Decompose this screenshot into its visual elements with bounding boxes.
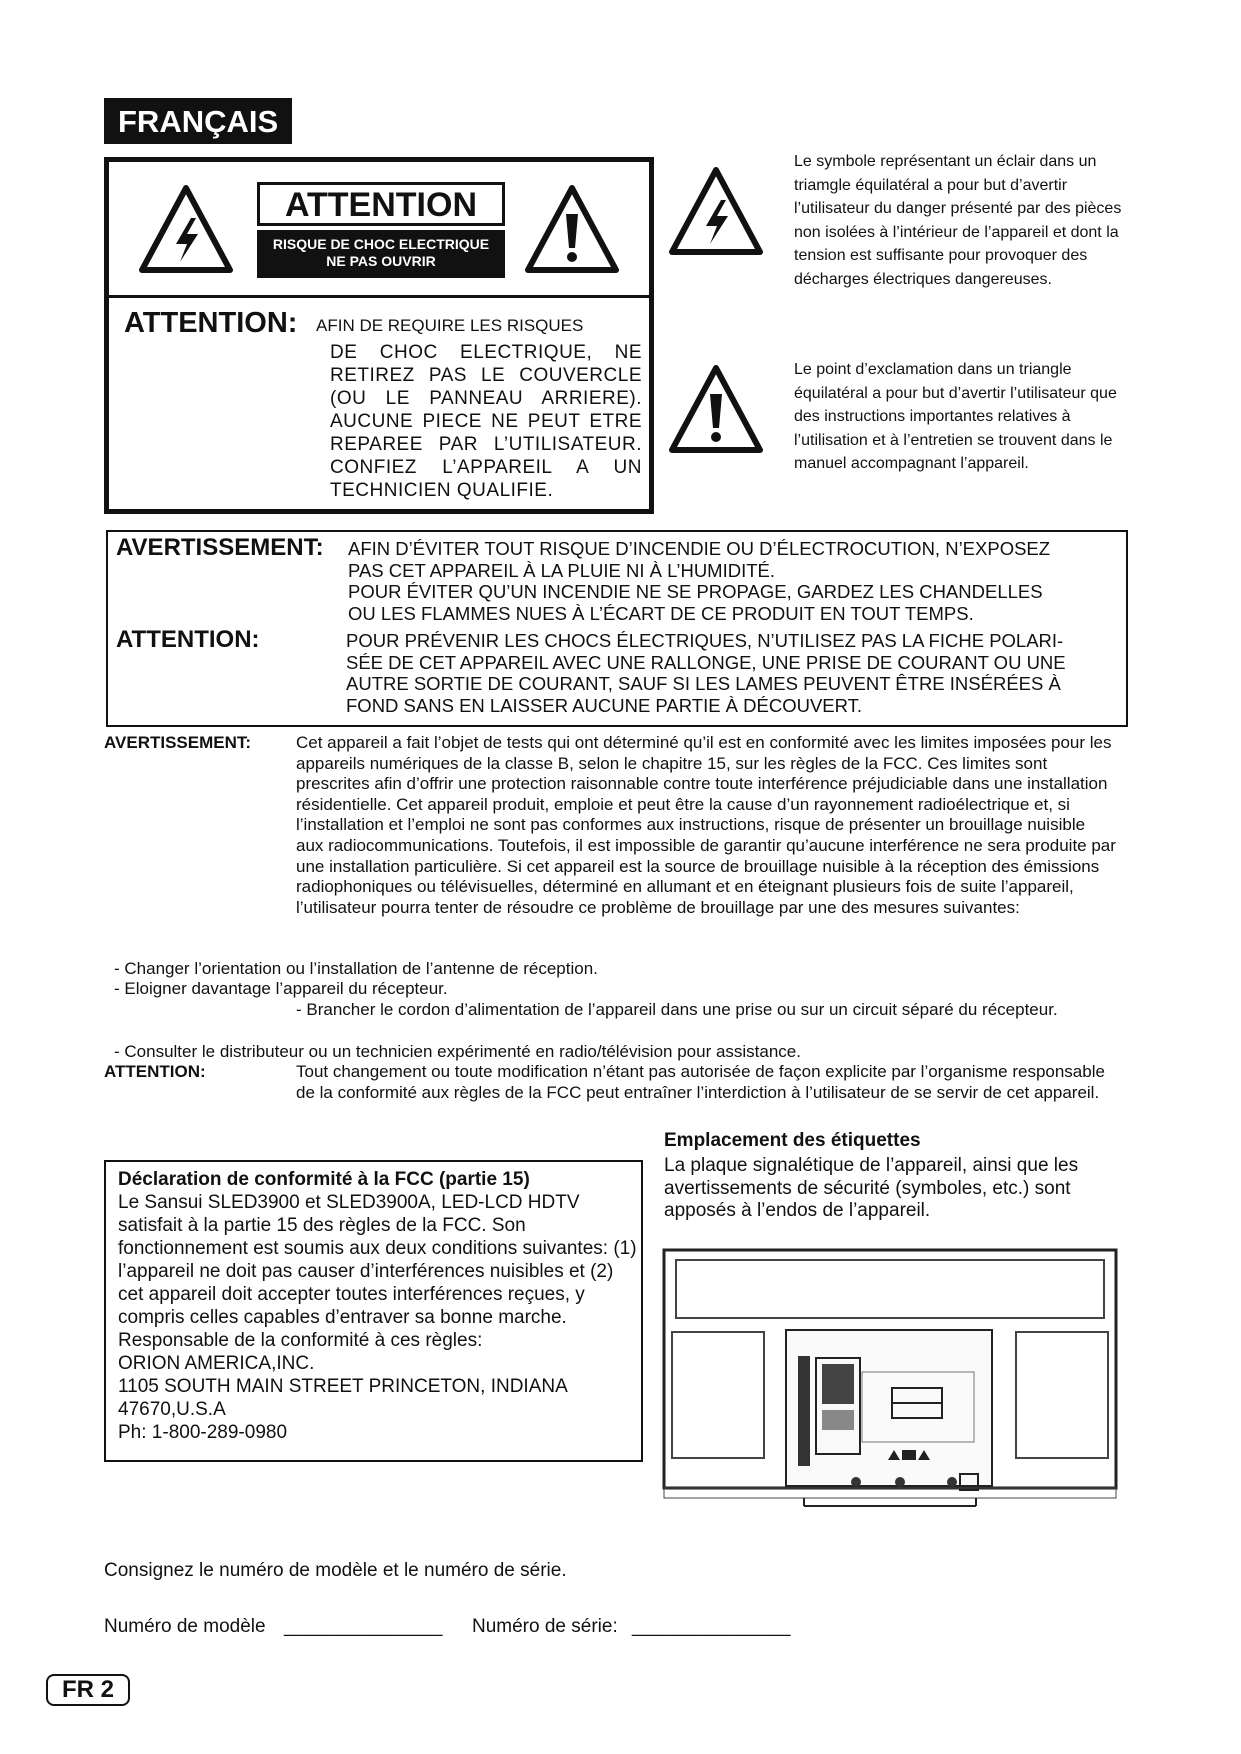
avert-line: POUR ÉVITER QU’UN INCENDIE NE SE PROPAGE, GARDEZ LES CHANDELLES [348, 581, 1043, 602]
declaration-title: Déclaration de conformité à la FCC (partie 15) [118, 1169, 530, 1190]
fcc-warning-text: Cet appareil a fait l’objet de tests qui ont déterminé qu’il est en conformité avec les limites imposées pour les appareils numériques de la classe B, selon le chapitre 15, sur les règles de la FCC. Ces limites sont prescrites afin d’offrir une protection raisonnable contre toute interférence préjudiciable dans une installation résidentielle. Cet appareil produit, emploie et peut être la cause d’un rayonnement radioélectrique et, si l’installation et l’emploi ne sont pas conformes aux instructions, risque de présenter un brouillage nuisible aux radiocommunications. Toutefois, il est impossible de garantir qu’aucune interférence ne sera produite par une installation particulière. Si cet appareil est la source de brouillage nuisible à la réception des émissions radiophoniques ou télévisuelles, déterminé en allumant et en éteignant plusieurs fois de suite l’appareil, l’utilisateur pourra tenter de résoudre ce problème de brouillage par une des mesures suivantes: [296, 733, 1116, 917]
fcc-attention-text: Tout changement ou toute modification n’étant pas autorisée de façon explicite par l’organisme responsable de la conformité aux règles de la FCC peut entraîner l’interdiction à l’utilisateur de se servir de cet appareil. [296, 1062, 1105, 1102]
caution-body: DE CHOC ELECTRIQUE, NE RETIREZ PAS LE COUVERCLE (OU LE PANNEAU ARRIERE). AUCUNE PIECE NE PEUT ETRE REPAREE PAR L’UTILISATEUR. CONFIEZ L’APPAREIL A UN TECHNICIEN QUALIFIE. [330, 342, 642, 501]
serial-number-label: Numéro de série: [472, 1616, 618, 1637]
caution-label: ATTENTION: [124, 307, 298, 339]
avert-line: OU LES FLAMMES NUES À L’ÉCART DE CE PRODUIT EN TOUT TEMPS. [348, 602, 974, 624]
avertissement-text [348, 538, 1118, 624]
fcc-warning-label: AVERTISSEMENT: [104, 733, 252, 752]
avert-line: PAS CET APPAREIL À LA PLUIE NI À L’HUMIDITÉ. [348, 559, 776, 581]
avert-line: AFIN D’ÉVITER TOUT RISQUE D’INCENDIE OU D’ÉLECTROCUTION, N’EXPOSEZ [348, 538, 1051, 559]
tv-rear-illustration [660, 1246, 1120, 1508]
language-tag: FRANÇAIS [104, 98, 292, 144]
att-line: SÉE DE CET APPAREIL AVEC UNE RALLONGE, UNE PRISE DE COURANT OU UNE [346, 651, 1066, 673]
att-line: FOND SANS EN LAISSER AUCUNE PARTIE À DÉCOUVERT. [346, 694, 863, 716]
att-line: POUR PRÉVENIR LES CHOCS ÉLECTRIQUES, N’UTILISEZ PAS LA FICHE POLARI- [346, 630, 1064, 651]
lightning-symbol-icon [666, 164, 766, 258]
declaration-address-1: 1105 SOUTH MAIN STREET PRINCETON, INDIANA [118, 1376, 568, 1397]
labels-location-heading: Emplacement des étiquettes [664, 1130, 921, 1151]
declaration-company: ORION AMERICA,INC. [118, 1353, 315, 1374]
attention-badge-subtitle [257, 230, 505, 278]
fcc-measure-item: - Changer l’orientation ou l’installation de l’antenne de réception. [114, 959, 598, 978]
exclamation-symbol-icon [666, 362, 766, 456]
serial-number-blank[interactable]: _______________ [632, 1616, 791, 1637]
lightning-warning-icon [136, 182, 236, 276]
fcc-declaration-box [104, 1160, 643, 1462]
subtitle-line-2: NE PAS OUVRIR [326, 253, 436, 269]
caution-first-line: AFIN DE REQUIRE LES RISQUES [316, 316, 584, 335]
fcc-measure-item: - Consulter le distributeur ou un technicien expérimenté en radio/télévision pour assistance. [114, 1042, 801, 1061]
exclamation-symbol-text: Le point d’exclamation dans un triangle équilatéral a pour but d’avertir l’utilisateur que des instructions importantes relatives à l’utilisation et à l’entretien se trouvent dans le manuel accompagnant l’appareil. [794, 361, 1117, 472]
page-number: FR 2 [46, 1674, 130, 1706]
attention-box-label: ATTENTION: [116, 626, 260, 653]
fcc-measure-item: - Eloigner davantage l’appareil du récepteur. [114, 979, 448, 998]
model-number-label: Numéro de modèle [104, 1616, 266, 1637]
att-line: AUTRE SORTIE DE COURANT, SAUF SI LES LAMES PEUVENT ÊTRE INSÉRÉES À [346, 673, 1061, 694]
avertissement-label: AVERTISSEMENT: [116, 534, 324, 561]
attention-badge-title: ATTENTION [257, 182, 505, 226]
lightning-symbol-text: Le symbole représentant un éclair dans un triamgle équilatéral a pour but d’avertir l’utilisateur du danger présenté par des pièces non isolées à l’intérieur de l’appareil et dont la tension est suffisante pour provoquer des décharges électriques dangereuses. [794, 153, 1122, 288]
fcc-attention-label: ATTENTION: [104, 1062, 206, 1081]
declaration-body: Le Sansui SLED3900 et SLED3900A, LED-LCD HDTV satisfait à la partie 15 des règles de la FCC. Son fonctionnement est soumis aux deux conditions suivantes: (1) l’appareil ne doit pas causer d’interférences nuisibles et (2) cet appareil doit accepter toutes interférences reçues, y compris celles capables d’entraver sa bonne marche. Responsable de la conformité à ces règles: [118, 1192, 637, 1351]
labels-location-text: La plaque signalétique de l’appareil, ainsi que les avertissements de sécurité (symboles, etc.) sont apposés à l’endos de l’appareil. [664, 1155, 1079, 1221]
subtitle-line-1: RISQUE DE CHOC ELECTRIQUE [272, 236, 490, 252]
record-instruction: Consignez le numéro de modèle et le numéro de série. [104, 1560, 567, 1581]
declaration-phone: Ph: 1-800-289-0980 [118, 1422, 288, 1443]
caution-divider [104, 295, 654, 298]
model-number-blank[interactable]: _______________ [284, 1616, 443, 1637]
declaration-address-2: 47670,U.S.A [118, 1399, 226, 1420]
attention-box-text [346, 630, 1116, 716]
exclamation-warning-icon [522, 182, 622, 276]
fcc-measure-item: - Brancher le cordon d’alimentation de l’appareil dans une prise ou sur un circuit séparé du récepteur. [296, 1000, 1058, 1019]
